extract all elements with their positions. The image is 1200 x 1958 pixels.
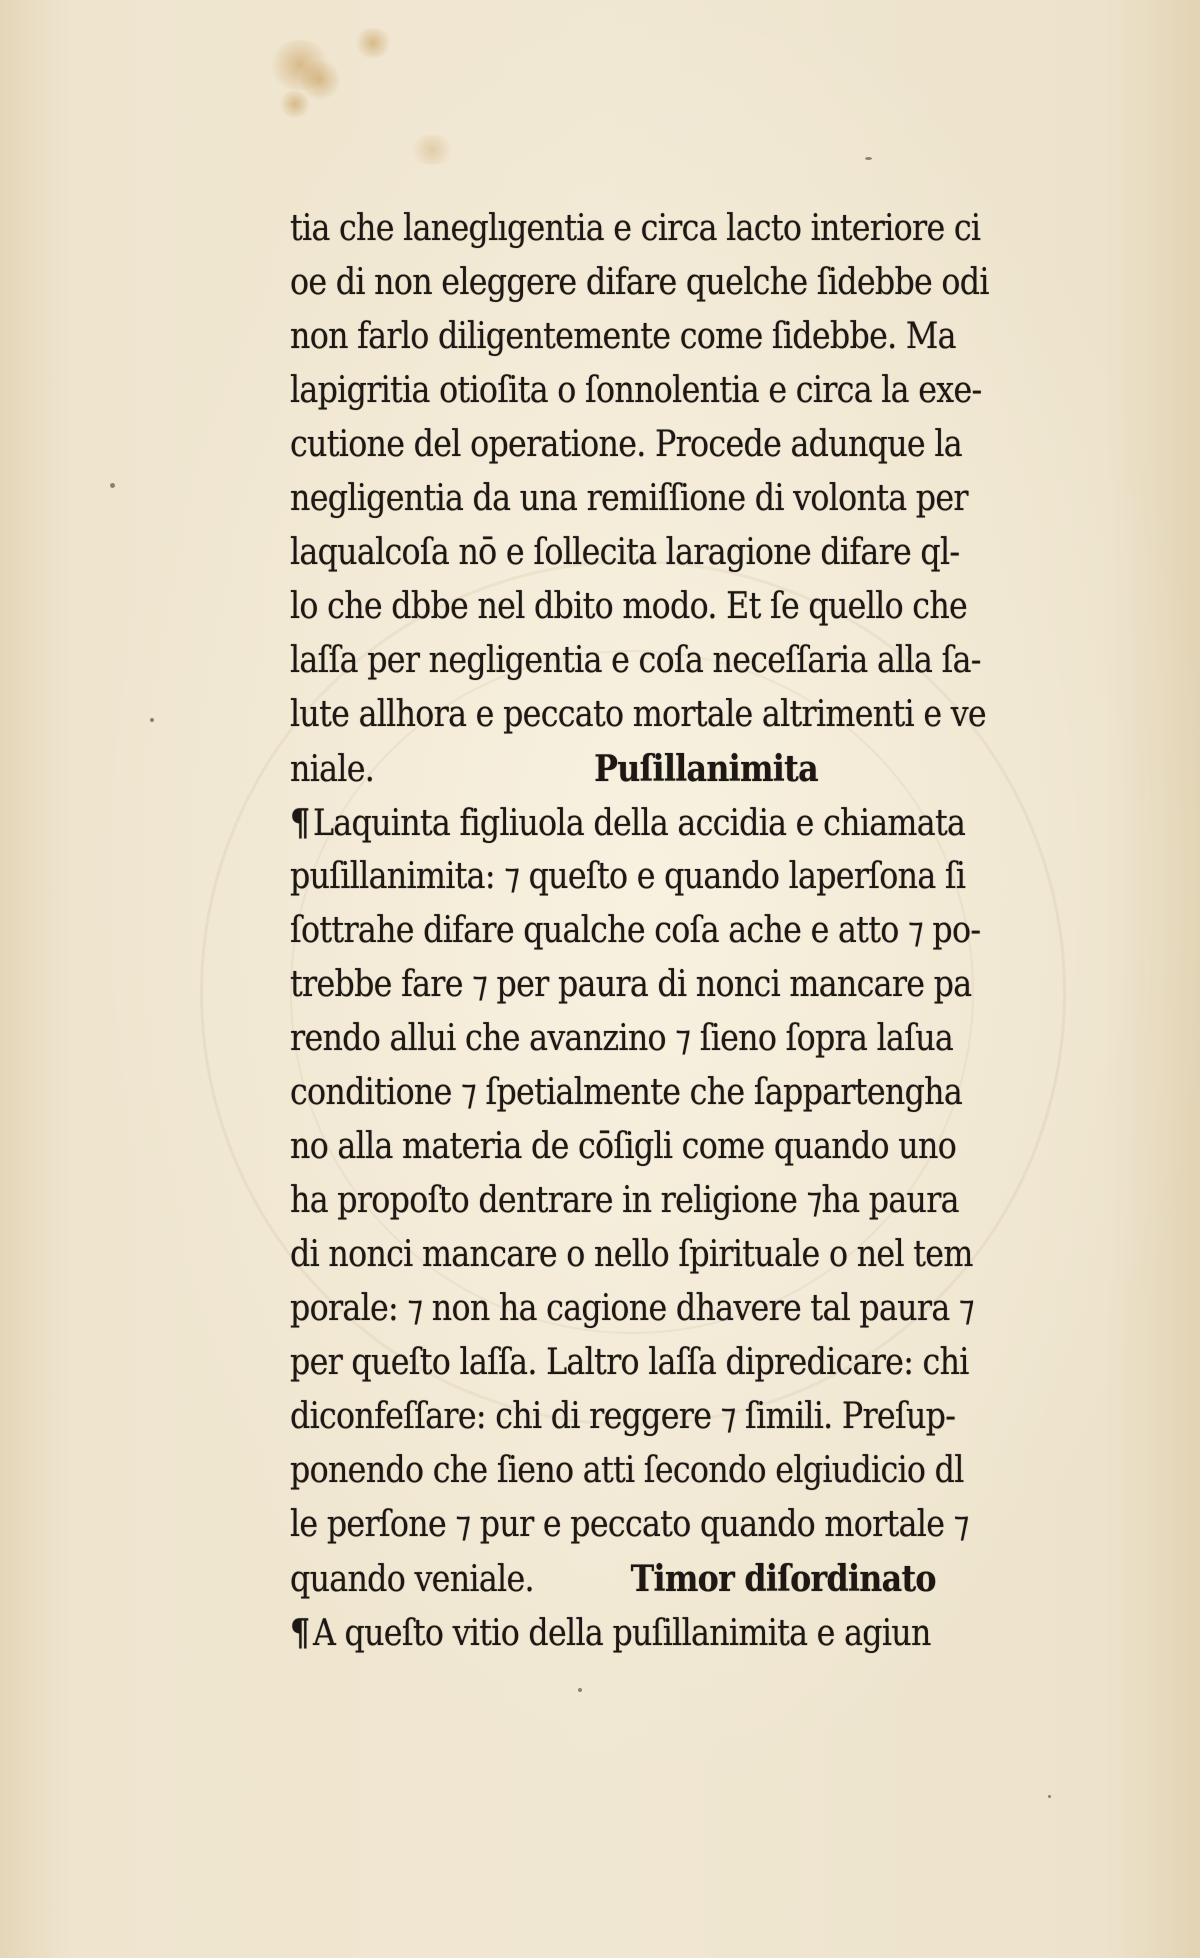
line-text: lute allhora e peccato mortale altrimenti e ve: [290, 694, 986, 735]
ink-speck: [865, 157, 872, 160]
text-line: [290, 580, 1038, 634]
line-text: laqualcoſa nō e ſollecita laragione difare ql‑: [290, 532, 960, 573]
line-text: tia che laneglıgentia e circa lacto interiore ci: [290, 208, 981, 249]
text-line: [290, 796, 1038, 850]
line-text: Laquinta figliuola della accidia e chiamata: [312, 803, 966, 844]
line-text: diconfeſſare: chi di reggere ⁊ ſimili. Preſup‑: [290, 1396, 956, 1437]
line-text: trebbe fare ⁊ per paura di nonci mancare pa: [290, 964, 972, 1005]
text-line: [290, 742, 1038, 796]
foxing-stain: [410, 135, 454, 165]
text-line: [290, 1606, 1038, 1660]
text-line: [290, 364, 1038, 418]
line-text: di nonci mancare o nello ſpirituale o nel tem: [290, 1234, 973, 1275]
line-text: lapigritia otioſita o ſonnolentia e circa la exe‑: [290, 370, 982, 411]
line-text: rendo allui che avanzino ⁊ ſieno ſopra laſua: [290, 1018, 954, 1059]
line-text: quando veniale.: [290, 1559, 534, 1600]
line-text: puſillanimita: ⁊ queſto e quando laperſona ſi: [290, 856, 966, 897]
text-line: [290, 634, 1038, 688]
ink-speck: [578, 1688, 582, 1692]
foxing-stain: [280, 90, 310, 118]
text-line: [290, 202, 1038, 256]
line-text: ſottrahe difare qualche coſa ache e atto ⁊ po‑: [290, 910, 981, 951]
text-line: [290, 958, 1038, 1012]
line-text: non farlo diligentemente come ſidebbe. Ma: [290, 316, 956, 357]
text-line: [290, 1498, 1038, 1552]
line-text: no alla materia de cōſigli come quando uno: [290, 1126, 957, 1167]
line-text: negligentia da una remiſſione di volonta per: [290, 478, 968, 519]
text-line: [290, 850, 1038, 904]
text-line: [290, 1228, 1038, 1282]
text-line: [290, 1282, 1038, 1336]
text-line: [290, 1336, 1038, 1390]
text-line: [290, 904, 1038, 958]
line-text: lo che dbbe nel dbito modo. Et ſe quello che: [290, 586, 968, 627]
line-text: ponendo che ſieno atti ſecondo elgiudicio dl: [290, 1450, 964, 1491]
text-line: [290, 688, 1038, 742]
section-heading: Timor diſordinato: [630, 1558, 936, 1600]
text-line: [290, 1066, 1038, 1120]
ink-speck: [150, 718, 154, 722]
line-text: A queſto vitio della puſillanimita e agiun: [312, 1613, 931, 1654]
line-text: ha propoſto dentrare in religione ⁊ha paura: [290, 1180, 959, 1221]
text-line: [290, 1120, 1038, 1174]
line-text: niale.: [290, 749, 375, 790]
line-text: per queſto laſſa. Laltro laſſa dipredicare: chi: [290, 1342, 969, 1383]
paragraph-mark: ¶: [290, 802, 310, 844]
text-line: [290, 472, 1038, 526]
line-text: cutione del operatione. Procede adunque la: [290, 424, 962, 465]
section-heading: Puſillanimita: [594, 748, 818, 790]
foxing-stain: [355, 28, 391, 58]
text-line: [290, 1552, 1038, 1606]
text-line: [290, 256, 1038, 310]
text-line: [290, 418, 1038, 472]
paragraph-mark: ¶: [290, 1612, 310, 1654]
text-line: [290, 526, 1038, 580]
line-text: laſſa per negligentia e coſa neceſſaria alla ſa‑: [290, 640, 981, 681]
ink-speck: [1048, 1795, 1051, 1798]
line-text: porale: ⁊ non ha cagione dhavere tal paura ⁊: [290, 1288, 974, 1329]
line-text: le perſone ⁊ pur e peccato quando mortale ⁊: [290, 1504, 969, 1545]
line-text: conditione ⁊ ſpetialmente che ſappartengha: [290, 1072, 963, 1113]
text-line: [290, 1012, 1038, 1066]
text-line: [290, 1174, 1038, 1228]
ink-speck: [110, 483, 115, 488]
body-text: [290, 202, 1140, 1660]
text-line: [290, 1444, 1038, 1498]
text-line: [290, 1390, 1038, 1444]
text-line: [290, 310, 1038, 364]
line-text: oe di non eleggere difare quelche ſidebbe odi: [290, 262, 989, 303]
